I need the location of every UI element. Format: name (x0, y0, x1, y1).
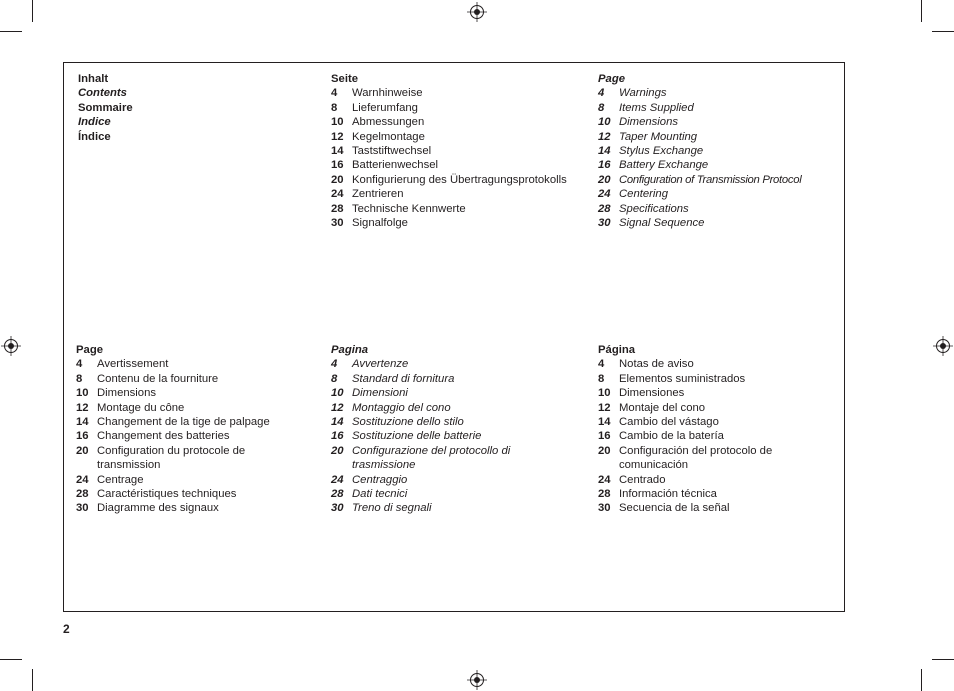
toc-entry-label: Technische Kennwerte (352, 202, 466, 215)
toc-page-number: 24 (598, 188, 611, 201)
language-heading-de: Inhalt (78, 73, 109, 85)
toc-entry[interactable] (598, 86, 838, 100)
toc-page-number: 30 (331, 217, 344, 230)
toc-page-number: 24 (76, 473, 89, 486)
toc-entry-label: Caractéristiques techniques (97, 488, 237, 501)
toc-page-number: 30 (598, 217, 611, 230)
toc-entry[interactable] (598, 216, 838, 230)
toc-entry-label: Montage du cône (97, 401, 185, 414)
toc-entry[interactable] (598, 115, 838, 129)
toc-entry-label: Centering (619, 188, 668, 201)
toc-entry[interactable] (331, 144, 581, 158)
toc-entry[interactable] (331, 473, 546, 487)
toc-entry-label: Avvertenze (352, 358, 409, 371)
toc-entry-label: Specifications (619, 202, 689, 215)
toc-entry-label: Dimensiones (619, 387, 685, 400)
toc-entry-label: Kegelmontage (352, 130, 425, 143)
toc-page-number: 16 (331, 430, 344, 443)
language-heading-es: Índice (78, 130, 111, 143)
crop-mark (921, 0, 922, 22)
toc-page-number: 28 (598, 202, 611, 215)
toc-entry-label: Dimensions (619, 116, 679, 129)
toc-page-number: 4 (331, 87, 338, 100)
toc-entry[interactable] (331, 158, 581, 172)
crop-mark (32, 669, 33, 691)
toc-entry[interactable] (76, 386, 301, 400)
toc-entry[interactable] (331, 187, 581, 201)
toc-page-number: 4 (598, 87, 605, 100)
toc-entry[interactable] (331, 386, 546, 400)
toc-page-number: 10 (76, 387, 89, 400)
toc-entry[interactable] (331, 357, 546, 371)
toc-entry-label: Signalfolge (352, 217, 408, 230)
language-heading-it: Indice (78, 116, 111, 129)
toc-page-number: 30 (598, 502, 611, 515)
toc-entry-label: Sostituzione delle batterie (352, 430, 482, 443)
toc-page-number: 10 (598, 387, 611, 400)
toc-entry-label: Dimensioni (352, 387, 408, 400)
toc-entry[interactable] (331, 401, 546, 415)
toc-french (76, 343, 301, 516)
toc-page-number: 30 (76, 502, 89, 515)
toc-page-number: 16 (598, 159, 611, 172)
toc-heading: Seite (331, 73, 359, 85)
language-heading-en: Contents (78, 87, 127, 100)
toc-page-number: 30 (331, 502, 344, 515)
toc-entry-label: Abmessungen (352, 116, 425, 129)
crop-mark (921, 669, 922, 691)
toc-spanish (598, 343, 808, 516)
crop-mark (0, 31, 22, 32)
toc-heading: Página (598, 344, 636, 356)
toc-page-number: 14 (598, 145, 611, 158)
language-heading-fr: Sommaire (78, 101, 133, 114)
page-number: 2 (63, 622, 70, 636)
toc-entry-label: Standard di fornitura (352, 372, 455, 385)
toc-page-number: 10 (331, 116, 344, 129)
toc-entry-label: Avertissement (97, 358, 169, 371)
toc-page-number: 20 (598, 173, 611, 186)
toc-german (331, 72, 581, 230)
toc-page-number: 24 (331, 473, 344, 486)
toc-entry-label: Konfigurierung des Übertragungsprotokolls (352, 173, 567, 186)
toc-page-number: 8 (76, 372, 83, 385)
registration-mark-icon (1, 336, 21, 356)
toc-page-number: 24 (331, 188, 344, 201)
toc-page-number: 16 (331, 159, 344, 172)
toc-entry[interactable] (331, 429, 546, 443)
toc-entry[interactable] (598, 473, 808, 487)
toc-entry[interactable] (331, 501, 546, 515)
toc-page-number: 28 (598, 488, 611, 501)
toc-page-number: 20 (331, 444, 344, 457)
toc-entry[interactable] (598, 144, 838, 158)
toc-entry-label: Taper Mounting (619, 130, 698, 143)
toc-page-number: 12 (331, 401, 344, 414)
toc-entry-label: Cambio del vástago (619, 416, 719, 429)
toc-page-number: 4 (331, 358, 338, 371)
toc-entry[interactable] (598, 501, 808, 515)
toc-entry-label: Diagramme des signaux (97, 502, 219, 515)
toc-entry-label: Signal Sequence (619, 217, 705, 230)
toc-page-number: 28 (331, 202, 344, 215)
toc-entry-label: Configurazione del protocollo di trasmissione (352, 444, 511, 472)
toc-entry-label: Zentrieren (352, 188, 404, 201)
toc-heading: Page (598, 73, 626, 85)
toc-entry-label: Montaje del cono (619, 401, 706, 414)
toc-entry-label: Centraggio (352, 473, 408, 486)
toc-page-number: 20 (598, 444, 611, 457)
toc-entry-label: Cambio de la batería (619, 430, 724, 443)
crop-mark (932, 659, 954, 660)
toc-entry-label: Configuración del protocolo de comunicación (619, 444, 773, 472)
toc-entry[interactable] (598, 372, 808, 386)
registration-mark-icon (933, 336, 953, 356)
toc-entry[interactable] (598, 357, 808, 371)
toc-page-number: 12 (598, 130, 611, 143)
registration-mark-icon (467, 670, 487, 690)
toc-heading: Pagina (331, 344, 369, 356)
toc-page-number: 12 (76, 401, 89, 414)
toc-entry-label: Lieferumfang (352, 101, 418, 114)
toc-entry-label: Battery Exchange (619, 159, 709, 172)
toc-page-number: 20 (76, 444, 89, 457)
toc-entry[interactable] (331, 415, 546, 429)
toc-page-number: 4 (598, 358, 605, 371)
toc-entry-label: Stylus Exchange (619, 145, 704, 158)
toc-entry[interactable] (331, 202, 581, 216)
toc-page-number: 14 (598, 416, 611, 429)
toc-page-number: 4 (76, 358, 83, 371)
toc-entry[interactable] (76, 501, 301, 515)
toc-entry-label: Warnings (619, 87, 667, 100)
toc-page-number: 8 (598, 372, 605, 385)
toc-page-number: 10 (331, 387, 344, 400)
toc-page-number: 8 (331, 372, 338, 385)
toc-entry-label: Secuencia de la señal (619, 502, 730, 515)
toc-entry[interactable] (598, 429, 808, 443)
toc-page-number: 20 (331, 173, 344, 186)
toc-entry-label: Sostituzione dello stilo (352, 416, 464, 429)
toc-entry-label: Configuration of Transmission Protocol (619, 173, 802, 186)
toc-entry[interactable] (598, 158, 838, 172)
toc-entry[interactable] (331, 86, 581, 100)
toc-entry-label: Centrage (97, 473, 144, 486)
language-list (78, 72, 278, 144)
toc-entry[interactable] (76, 357, 301, 371)
toc-entry-label: Centrado (619, 473, 666, 486)
toc-english (598, 72, 838, 230)
toc-entry[interactable] (598, 101, 838, 115)
toc-entry[interactable] (76, 372, 301, 386)
toc-entry[interactable] (598, 401, 808, 415)
toc-entry-label: Elementos suministrados (619, 372, 746, 385)
toc-entry-label: Montaggio del cono (352, 401, 451, 414)
toc-page-number: 28 (76, 488, 89, 501)
toc-entry[interactable] (598, 386, 808, 400)
toc-entry[interactable] (598, 444, 808, 473)
toc-italian (331, 343, 546, 516)
toc-entry[interactable] (598, 415, 808, 429)
toc-entry[interactable] (598, 487, 808, 501)
toc-entry[interactable] (76, 401, 301, 415)
toc-entry-label: Configuration du protocole de transmission (97, 444, 246, 472)
toc-entry[interactable] (331, 487, 546, 501)
toc-entry-label: Contenu de la fourniture (97, 372, 219, 385)
toc-entry[interactable] (76, 487, 301, 501)
toc-heading: Page (76, 344, 104, 356)
toc-entry-label: Dati tecnici (352, 488, 408, 501)
toc-entry[interactable] (331, 444, 546, 473)
toc-entry-label: Taststiftwechsel (352, 145, 432, 158)
toc-entry[interactable] (598, 130, 838, 144)
toc-page-number: 24 (598, 473, 611, 486)
toc-entry-label: Changement des batteries (97, 430, 230, 443)
toc-page-number: 10 (598, 116, 611, 129)
toc-entry-label: Treno di segnali (352, 502, 432, 515)
toc-entry[interactable] (598, 187, 838, 201)
toc-entry[interactable] (76, 473, 301, 487)
toc-page-number: 8 (331, 101, 338, 114)
toc-entry-label: Batterienwechsel (352, 159, 439, 172)
toc-entry[interactable] (76, 415, 301, 429)
toc-entry-label: Dimensions (97, 387, 157, 400)
toc-entry[interactable] (598, 173, 838, 187)
toc-page-number: 28 (331, 488, 344, 501)
toc-entry[interactable] (331, 173, 581, 187)
toc-entry-label: Items Supplied (619, 101, 694, 114)
toc-page-number: 12 (331, 130, 344, 143)
toc-entry[interactable] (331, 130, 581, 144)
toc-entry[interactable] (331, 115, 581, 129)
crop-mark (932, 31, 954, 32)
toc-entry-label: Changement de la tige de palpage (97, 416, 270, 429)
registration-mark-icon (467, 2, 487, 22)
toc-entry-label: Notas de aviso (619, 358, 694, 371)
toc-entry[interactable] (76, 444, 301, 473)
toc-entry[interactable] (331, 216, 581, 230)
toc-page-number: 8 (598, 101, 605, 114)
toc-page-number: 14 (331, 145, 344, 158)
crop-mark (32, 0, 33, 22)
toc-page-number: 14 (331, 416, 344, 429)
toc-entry-label: Warnhinweise (352, 87, 423, 100)
toc-page-number: 14 (76, 416, 89, 429)
toc-entry[interactable] (76, 429, 301, 443)
toc-page-number: 16 (598, 430, 611, 443)
toc-entry-label: Información técnica (619, 488, 717, 501)
toc-page-number: 12 (598, 401, 611, 414)
toc-page-number: 16 (76, 430, 89, 443)
toc-entry[interactable] (331, 101, 581, 115)
crop-mark (0, 659, 22, 660)
toc-entry[interactable] (598, 202, 838, 216)
toc-entry[interactable] (331, 372, 546, 386)
